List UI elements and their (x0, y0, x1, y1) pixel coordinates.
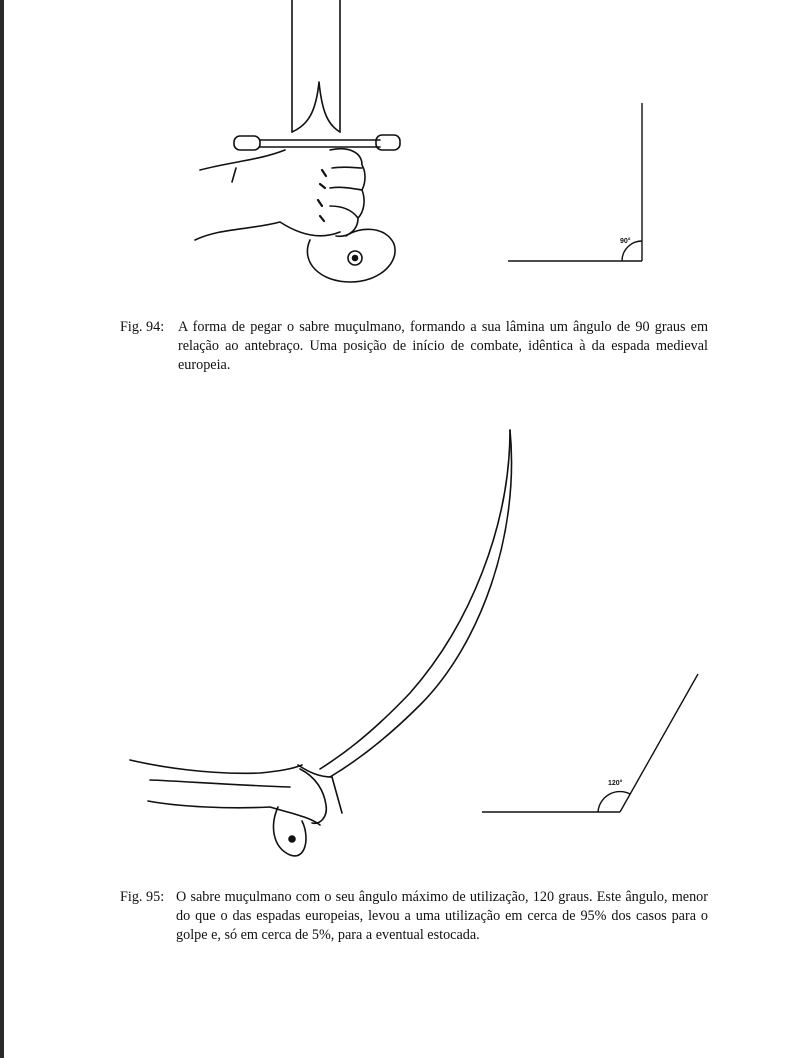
fig95-angle-diagram (478, 668, 708, 818)
fig95-caption (120, 888, 708, 945)
page-left-edge (0, 0, 4, 1058)
fig94-angle-diagram (500, 95, 660, 275)
fig95-curved-saber-illustration (120, 425, 530, 865)
fig95-angle-label: 120° (608, 780, 623, 787)
fig95-caption-text: O sabre muçulmano com o seu ângulo máximo de utilização, 120 graus. Este ângulo, menor do que o das espadas europeias, levou a uma utilização em cerca de 95% dos casos para o golpe e, só em cerca de 5%, para a eventual estocada. (176, 889, 708, 943)
fig94-sword-grip-illustration (180, 0, 430, 290)
fig95-number: Fig. 95: (120, 889, 165, 905)
fig94-number: Fig. 94: (120, 319, 165, 335)
fig94-angle-label: 90° (620, 238, 631, 245)
fig94-caption (120, 318, 708, 375)
fig94-caption-text: A forma de pegar o sabre muçulmano, formando a sua lâmina um ângulo de 90 graus em relação ao antebraço. Uma posição de início de combate, idêntica à da espada medieval europeia. (178, 319, 708, 373)
